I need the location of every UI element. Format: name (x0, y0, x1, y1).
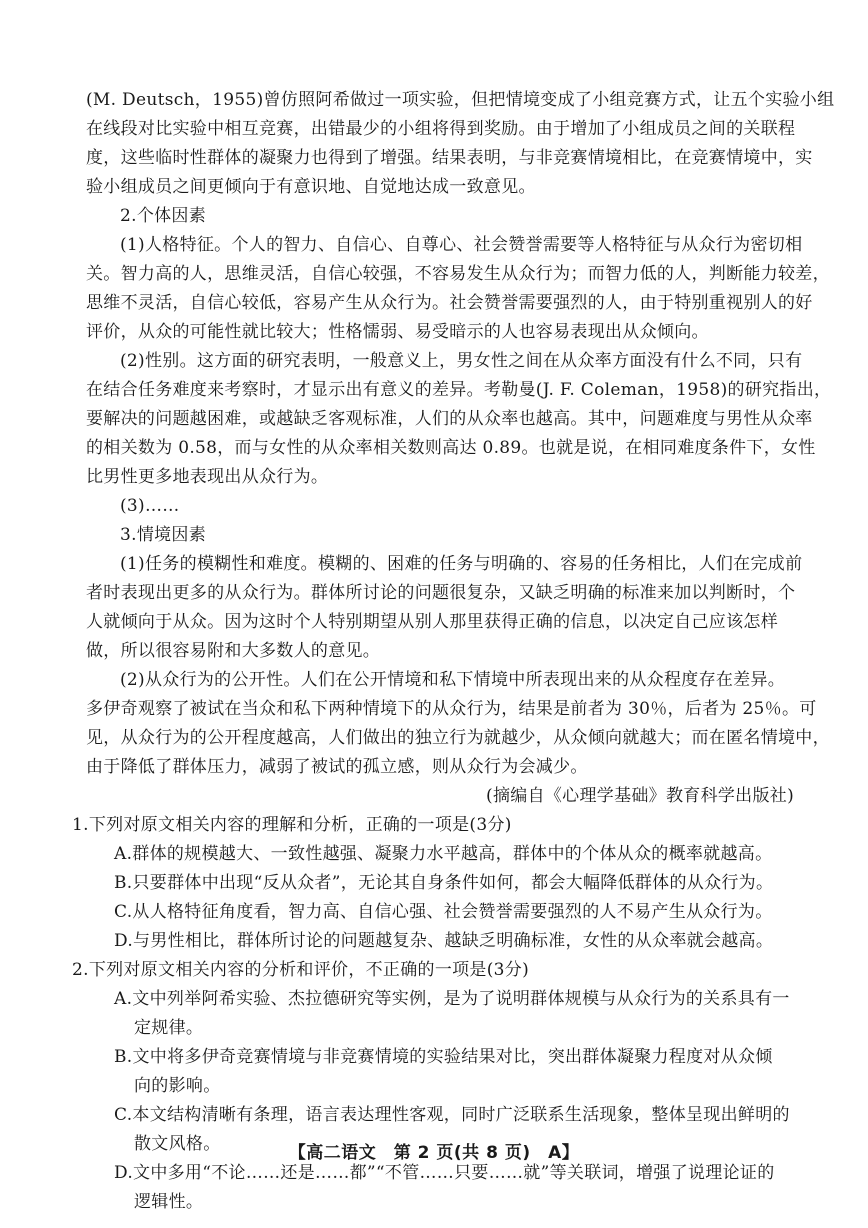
passage-line: (1)人格特征。个人的智力、自信心、自尊心、社会赞誉需要等人格特征与从众行为密切相 (120, 235, 803, 255)
answer-option: A.文中列举阿希实验、杰拉德研究等实例，是为了说明群体规模与从众行为的关系具有一 (114, 989, 790, 1009)
answer-option: 定规律。 (134, 1018, 204, 1038)
answer-option: 逻辑性。 (134, 1192, 204, 1212)
passage (86, 86, 835, 782)
passage-line: (1)任务的模糊性和难度。模糊的、困难的任务与明确的、容易的任务相比，人们在完成前 (120, 554, 803, 574)
passage-line: (2)从众行为的公开性。人们在公开情境和私下情境中所表现出来的从众程度存在差异。 (120, 670, 786, 690)
passage-line: 多伊奇观察了被试在当众和私下两种情境下的从众行为，结果是前者为 30％，后者为 25％。可 (86, 699, 817, 719)
page-footer: 【高二语文 第 2 页(共 8 页) A】 (288, 1143, 580, 1163)
passage-line: 要解决的问题越困难，或越缺乏客观标准，人们的从众率也越高。其中，问题难度与男性从众率 (86, 409, 813, 429)
answer-option: B.只要群体中出现“反从众者”，无论其自身条件如何，都会大幅降低群体的从众行为。 (114, 873, 774, 893)
question-2 (72, 956, 802, 1217)
answer-option: C.本文结构清晰有条理，语言表达理性客观，同时广泛联系生活现象，整体呈现出鲜明的 (114, 1105, 790, 1125)
answer-option: B.文中将多伊奇竞赛情境与非竞赛情境的实验结果对比，突出群体凝聚力程度对从众倾 (114, 1047, 773, 1067)
passage-line: 在线段对比实验中相互竞赛，出错最少的小组将得到奖励。由于增加了小组成员之间的关联程 (86, 119, 796, 139)
passage-line: (M. Deutsch，1955)曾仿照阿希做过一项实验，但把情境变成了小组竞赛方式，让五个实验小组 (86, 90, 835, 110)
passage-line: 关。智力高的人，思维灵活，自信心较强，不容易发生从众行为；而智力低的人，判断能力较差， (86, 264, 830, 284)
question-1 (72, 811, 802, 956)
source-citation: (摘编自《心理学基础》教育科学出版社) (486, 786, 794, 806)
answer-option: D.与男性相比，群体所讨论的问题越复杂、越缺乏明确标准，女性的从众率就会越高。 (114, 931, 774, 951)
passage-line: 评价，从众的可能性就比较大；性格懦弱、易受暗示的人也容易表现出从众倾向。 (86, 322, 709, 342)
passage-line: 3.情境因素 (120, 525, 207, 545)
passage-line: 由于降低了群体压力，减弱了被试的孤立感，则从众行为会减少。 (86, 757, 588, 777)
question-stem: 1.下列对原文相关内容的理解和分析，正确的一项是(3分) (72, 815, 512, 835)
passage-line: (2)性别。这方面的研究表明，一般意义上，男女性之间在从众率方面没有什么不同，只有 (120, 351, 803, 371)
passage-line: 验小组成员之间更倾向于有意识地、自觉地达成一致意见。 (86, 177, 536, 197)
passage-line: 2.个体因素 (120, 206, 207, 226)
passage-line: 在结合任务难度来考察时，才显示出有意义的差异。考勒曼(J. F. Coleman，1958)的研究指出， (86, 380, 832, 400)
passage-line: 度，这些临时性群体的凝聚力也得到了增强。结果表明，与非竞赛情境相比，在竞赛情境中，实 (86, 148, 813, 168)
passage-line: 人就倾向于从众。因为这时个人特别期望从别人那里获得正确的信息，以决定自己应该怎样 (86, 612, 778, 632)
answer-option: D.文中多用“不论……还是……都”“不管……只要……就”等关联词，增强了说理论证的 (114, 1163, 775, 1183)
document-body (72, 86, 835, 1217)
passage-line: (3)…… (120, 496, 180, 516)
answer-option: A.群体的规模越大、一致性越强、凝聚力水平越高，群体中的个体从众的概率就越高。 (114, 844, 773, 864)
answer-option: 散文风格。 (134, 1134, 221, 1154)
passage-line: 的相关数为 0.58，而与女性的从众率相关数则高达 0.89。也就是说，在相同难度条件下，女性 (86, 438, 816, 458)
passage-line: 见，从众行为的公开程度越高，人们做出的独立行为就越少，从众倾向就越大；而在匿名情境中， (86, 728, 830, 748)
question-stem: 2.下列对原文相关内容的分析和评价，不正确的一项是(3分) (72, 960, 529, 980)
passage-line: 者时表现出更多的从众行为。群体所讨论的问题很复杂，又缺乏明确的标准来加以判断时，个 (86, 583, 796, 603)
answer-option: C.从人格特征角度看，智力高、自信心强、社会赞誉需要强烈的人不易产生从众行为。 (114, 902, 773, 922)
passage-line: 做，所以很容易附和大多数人的意见。 (86, 641, 381, 661)
answer-option: 向的影响。 (134, 1076, 221, 1096)
passage-line: 比男性更多地表现出从众行为。 (86, 467, 329, 487)
passage-line: 思维不灵活，自信心较低，容易产生从众行为。社会赞誉需要强烈的人，由于特别重视别人的好 (86, 293, 813, 313)
